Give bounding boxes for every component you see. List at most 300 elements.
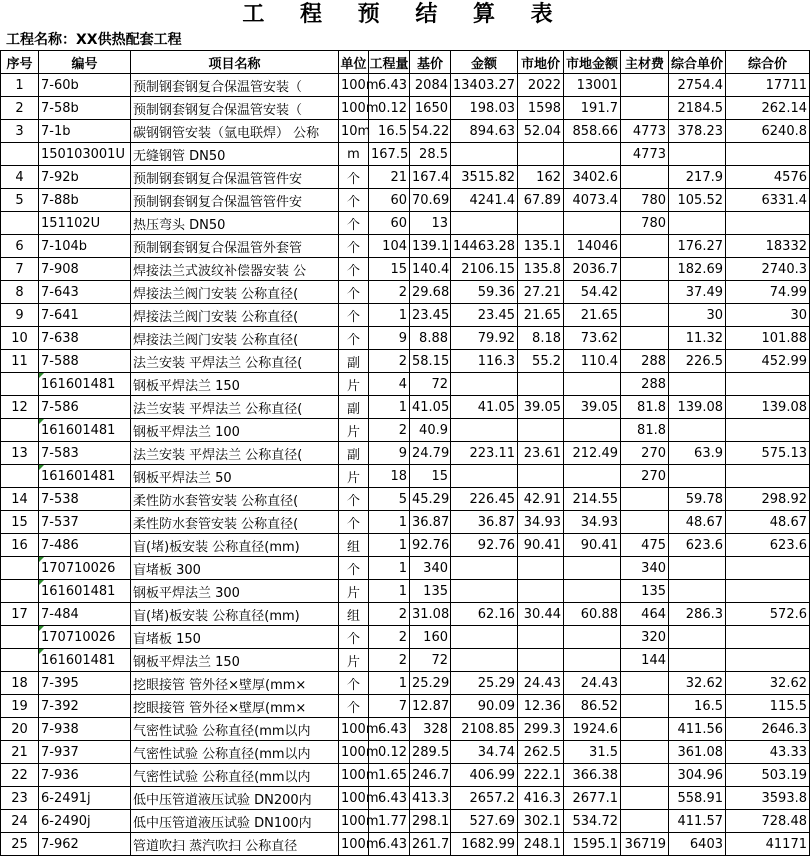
name-cell[interactable]: 法兰安装 平焊法兰 公称直径( <box>131 396 339 419</box>
quantity-cell[interactable]: 6.43 <box>369 74 410 97</box>
local-price-cell[interactable]: 23.61 <box>518 442 564 465</box>
material-cost-cell[interactable]: 135 <box>621 580 669 603</box>
base-price-cell[interactable]: 160 <box>410 626 451 649</box>
material-cost-cell[interactable]: 81.8 <box>621 396 669 419</box>
quantity-cell[interactable]: 1 <box>369 304 410 327</box>
seq-cell[interactable]: 15 <box>1 511 39 534</box>
local-amount-cell[interactable]: 191.7 <box>564 97 621 120</box>
unit-price-cell[interactable]: 105.52 <box>669 189 726 212</box>
local-amount-cell[interactable]: 73.62 <box>564 327 621 350</box>
material-cost-cell[interactable] <box>621 327 669 350</box>
quantity-cell[interactable]: 15 <box>369 258 410 281</box>
code-cell[interactable]: 7-641 <box>39 304 131 327</box>
seq-cell[interactable]: 18 <box>1 672 39 695</box>
material-cost-cell[interactable] <box>621 97 669 120</box>
total-price-cell[interactable]: 452.99 <box>726 350 810 373</box>
amount-cell[interactable]: 25.29 <box>451 672 518 695</box>
unit-cell[interactable]: 个 <box>339 557 369 580</box>
unit-price-cell[interactable] <box>669 143 726 166</box>
total-price-cell[interactable]: 298.92 <box>726 488 810 511</box>
code-cell[interactable]: 161601481 <box>39 649 131 672</box>
local-price-cell[interactable] <box>518 626 564 649</box>
code-cell[interactable]: 6-2491j <box>39 787 131 810</box>
total-price-cell[interactable]: 728.48 <box>726 810 810 833</box>
local-price-cell[interactable]: 39.05 <box>518 396 564 419</box>
seq-cell[interactable]: 10 <box>1 327 39 350</box>
quantity-cell[interactable]: 6.43 <box>369 718 410 741</box>
base-price-cell[interactable]: 45.29 <box>410 488 451 511</box>
code-cell[interactable]: 7-936 <box>39 764 131 787</box>
name-cell[interactable]: 管道吹扫 蒸汽吹扫 公称直径 <box>131 833 339 856</box>
local-price-cell[interactable] <box>518 419 564 442</box>
local-price-cell[interactable]: 2022 <box>518 74 564 97</box>
unit-cell[interactable]: 组 <box>339 534 369 557</box>
name-cell[interactable]: 焊接法兰阀门安装 公称直径( <box>131 281 339 304</box>
code-cell[interactable]: 7-1b <box>39 120 131 143</box>
name-cell[interactable]: 预制钢套钢复合保温管管件安 <box>131 189 339 212</box>
material-cost-cell[interactable] <box>621 304 669 327</box>
unit-price-cell[interactable]: 361.08 <box>669 741 726 764</box>
base-price-cell[interactable]: 135 <box>410 580 451 603</box>
name-cell[interactable]: 挖眼接管 管外径×壁厚(mm× <box>131 672 339 695</box>
total-price-cell[interactable]: 74.99 <box>726 281 810 304</box>
unit-cell[interactable]: 个 <box>339 166 369 189</box>
local-amount-cell[interactable]: 60.88 <box>564 603 621 626</box>
material-cost-cell[interactable]: 288 <box>621 350 669 373</box>
total-price-cell[interactable] <box>726 649 810 672</box>
name-cell[interactable]: 柔性防水套管安装 公称直径( <box>131 511 339 534</box>
amount-cell[interactable] <box>451 649 518 672</box>
code-cell[interactable]: 7-538 <box>39 488 131 511</box>
base-price-cell[interactable]: 40.9 <box>410 419 451 442</box>
material-cost-cell[interactable]: 144 <box>621 649 669 672</box>
local-amount-cell[interactable] <box>564 465 621 488</box>
amount-cell[interactable]: 223.11 <box>451 442 518 465</box>
material-cost-cell[interactable] <box>621 695 669 718</box>
code-cell[interactable]: 150103001U <box>39 143 131 166</box>
unit-cell[interactable]: 片 <box>339 580 369 603</box>
quantity-cell[interactable]: 16.5 <box>369 120 410 143</box>
code-cell[interactable]: 161601481 <box>39 580 131 603</box>
local-amount-cell[interactable]: 13001 <box>564 74 621 97</box>
amount-cell[interactable]: 226.45 <box>451 488 518 511</box>
seq-cell[interactable]: 4 <box>1 166 39 189</box>
unit-cell[interactable]: 片 <box>339 465 369 488</box>
seq-cell[interactable]: 5 <box>1 189 39 212</box>
name-cell[interactable]: 盲(堵)板安装 公称直径(mm) <box>131 603 339 626</box>
unit-cell[interactable]: 个 <box>339 626 369 649</box>
quantity-cell[interactable]: 1.77 <box>369 810 410 833</box>
unit-cell[interactable]: 10m <box>339 120 369 143</box>
material-cost-cell[interactable] <box>621 235 669 258</box>
local-price-cell[interactable]: 34.93 <box>518 511 564 534</box>
local-price-cell[interactable] <box>518 465 564 488</box>
base-price-cell[interactable]: 41.05 <box>410 396 451 419</box>
seq-cell[interactable]: 20 <box>1 718 39 741</box>
unit-cell[interactable]: 个 <box>339 672 369 695</box>
quantity-cell[interactable]: 0.12 <box>369 97 410 120</box>
base-price-cell[interactable]: 28.5 <box>410 143 451 166</box>
local-price-cell[interactable]: 30.44 <box>518 603 564 626</box>
material-cost-cell[interactable]: 81.8 <box>621 419 669 442</box>
code-cell[interactable]: 7-484 <box>39 603 131 626</box>
code-cell[interactable]: 7-938 <box>39 718 131 741</box>
material-cost-cell[interactable] <box>621 764 669 787</box>
name-cell[interactable]: 预制钢套钢复合保温管外套管 <box>131 235 339 258</box>
code-cell[interactable]: 151102U <box>39 212 131 235</box>
quantity-cell[interactable]: 9 <box>369 327 410 350</box>
local-price-cell[interactable]: 21.65 <box>518 304 564 327</box>
code-cell[interactable]: 161601481 <box>39 373 131 396</box>
base-price-cell[interactable]: 139.1 <box>410 235 451 258</box>
local-amount-cell[interactable]: 34.93 <box>564 511 621 534</box>
material-cost-cell[interactable]: 270 <box>621 465 669 488</box>
amount-cell[interactable]: 1682.99 <box>451 833 518 856</box>
seq-cell[interactable] <box>1 649 39 672</box>
unit-cell[interactable]: 个 <box>339 281 369 304</box>
quantity-cell[interactable]: 1 <box>369 672 410 695</box>
unit-cell[interactable]: 100m <box>339 833 369 856</box>
quantity-cell[interactable]: 60 <box>369 212 410 235</box>
header-cell[interactable]: 单位 <box>339 51 369 74</box>
local-amount-cell[interactable]: 212.49 <box>564 442 621 465</box>
local-amount-cell[interactable]: 14046 <box>564 235 621 258</box>
name-cell[interactable]: 气密性试验 公称直径(mm以内 <box>131 741 339 764</box>
code-cell[interactable]: 7-537 <box>39 511 131 534</box>
amount-cell[interactable]: 2108.85 <box>451 718 518 741</box>
base-price-cell[interactable]: 25.29 <box>410 672 451 695</box>
unit-cell[interactable]: 个 <box>339 212 369 235</box>
total-price-cell[interactable]: 17711 <box>726 74 810 97</box>
local-amount-cell[interactable]: 4073.4 <box>564 189 621 212</box>
code-cell[interactable]: 7-583 <box>39 442 131 465</box>
total-price-cell[interactable]: 2646.3 <box>726 718 810 741</box>
amount-cell[interactable] <box>451 465 518 488</box>
local-amount-cell[interactable] <box>564 557 621 580</box>
seq-cell[interactable]: 2 <box>1 97 39 120</box>
amount-cell[interactable]: 2657.2 <box>451 787 518 810</box>
amount-cell[interactable]: 894.63 <box>451 120 518 143</box>
unit-cell[interactable]: 个 <box>339 695 369 718</box>
unit-cell[interactable]: 副 <box>339 396 369 419</box>
base-price-cell[interactable]: 2084 <box>410 74 451 97</box>
amount-cell[interactable] <box>451 580 518 603</box>
local-price-cell[interactable]: 302.1 <box>518 810 564 833</box>
quantity-cell[interactable]: 0.12 <box>369 741 410 764</box>
seq-cell[interactable]: 16 <box>1 534 39 557</box>
amount-cell[interactable] <box>451 212 518 235</box>
local-amount-cell[interactable]: 2036.7 <box>564 258 621 281</box>
name-cell[interactable]: 钢板平焊法兰 50 <box>131 465 339 488</box>
unit-price-cell[interactable] <box>669 465 726 488</box>
local-amount-cell[interactable] <box>564 649 621 672</box>
name-cell[interactable]: 钢板平焊法兰 150 <box>131 373 339 396</box>
quantity-cell[interactable]: 1 <box>369 557 410 580</box>
total-price-cell[interactable]: 503.19 <box>726 764 810 787</box>
local-amount-cell[interactable]: 214.55 <box>564 488 621 511</box>
code-cell[interactable]: 7-88b <box>39 189 131 212</box>
quantity-cell[interactable]: 167.5 <box>369 143 410 166</box>
local-amount-cell[interactable]: 110.4 <box>564 350 621 373</box>
quantity-cell[interactable]: 104 <box>369 235 410 258</box>
local-amount-cell[interactable] <box>564 419 621 442</box>
amount-cell[interactable]: 79.92 <box>451 327 518 350</box>
unit-price-cell[interactable]: 59.78 <box>669 488 726 511</box>
local-price-cell[interactable]: 416.3 <box>518 787 564 810</box>
amount-cell[interactable]: 23.45 <box>451 304 518 327</box>
quantity-cell[interactable]: 2 <box>369 649 410 672</box>
header-cell[interactable]: 市地金额 <box>564 51 621 74</box>
header-cell[interactable]: 主材费 <box>621 51 669 74</box>
total-price-cell[interactable]: 262.14 <box>726 97 810 120</box>
unit-price-cell[interactable]: 623.6 <box>669 534 726 557</box>
local-price-cell[interactable]: 1598 <box>518 97 564 120</box>
local-price-cell[interactable]: 8.18 <box>518 327 564 350</box>
local-amount-cell[interactable]: 858.66 <box>564 120 621 143</box>
material-cost-cell[interactable]: 464 <box>621 603 669 626</box>
header-cell[interactable]: 市地价 <box>518 51 564 74</box>
seq-cell[interactable]: 7 <box>1 258 39 281</box>
local-amount-cell[interactable]: 39.05 <box>564 396 621 419</box>
amount-cell[interactable] <box>451 626 518 649</box>
unit-price-cell[interactable]: 6403 <box>669 833 726 856</box>
amount-cell[interactable]: 41.05 <box>451 396 518 419</box>
quantity-cell[interactable]: 1 <box>369 534 410 557</box>
material-cost-cell[interactable]: 288 <box>621 373 669 396</box>
base-price-cell[interactable]: 58.15 <box>410 350 451 373</box>
unit-cell[interactable]: 个 <box>339 511 369 534</box>
seq-cell[interactable]: 6 <box>1 235 39 258</box>
base-price-cell[interactable]: 167.4 <box>410 166 451 189</box>
name-cell[interactable]: 焊接法兰式波纹补偿器安装 公 <box>131 258 339 281</box>
local-price-cell[interactable]: 299.3 <box>518 718 564 741</box>
quantity-cell[interactable]: 1 <box>369 511 410 534</box>
amount-cell[interactable]: 2106.15 <box>451 258 518 281</box>
unit-price-cell[interactable]: 48.67 <box>669 511 726 534</box>
amount-cell[interactable]: 406.99 <box>451 764 518 787</box>
unit-price-cell[interactable]: 304.96 <box>669 764 726 787</box>
unit-cell[interactable]: 个 <box>339 258 369 281</box>
amount-cell[interactable]: 116.3 <box>451 350 518 373</box>
quantity-cell[interactable]: 2 <box>369 603 410 626</box>
unit-cell[interactable]: 片 <box>339 373 369 396</box>
local-amount-cell[interactable]: 54.42 <box>564 281 621 304</box>
local-price-cell[interactable]: 90.41 <box>518 534 564 557</box>
material-cost-cell[interactable] <box>621 488 669 511</box>
unit-price-cell[interactable]: 176.27 <box>669 235 726 258</box>
material-cost-cell[interactable] <box>621 787 669 810</box>
name-cell[interactable]: 低中压管道液压试验 DN200内 <box>131 787 339 810</box>
total-price-cell[interactable]: 41171 <box>726 833 810 856</box>
local-amount-cell[interactable]: 86.52 <box>564 695 621 718</box>
local-price-cell[interactable]: 135.1 <box>518 235 564 258</box>
local-price-cell[interactable]: 162 <box>518 166 564 189</box>
unit-price-cell[interactable] <box>669 626 726 649</box>
local-amount-cell[interactable]: 21.65 <box>564 304 621 327</box>
seq-cell[interactable] <box>1 626 39 649</box>
name-cell[interactable]: 柔性防水套管安装 公称直径( <box>131 488 339 511</box>
amount-cell[interactable] <box>451 373 518 396</box>
name-cell[interactable]: 预制钢套钢复合保温管安装（ <box>131 97 339 120</box>
code-cell[interactable]: 7-395 <box>39 672 131 695</box>
seq-cell[interactable]: 22 <box>1 764 39 787</box>
seq-cell[interactable] <box>1 580 39 603</box>
code-cell[interactable]: 7-962 <box>39 833 131 856</box>
unit-price-cell[interactable]: 37.49 <box>669 281 726 304</box>
total-price-cell[interactable]: 572.6 <box>726 603 810 626</box>
name-cell[interactable]: 预制钢套钢复合保温管安装（ <box>131 74 339 97</box>
base-price-cell[interactable]: 298.1 <box>410 810 451 833</box>
unit-cell[interactable]: 100m <box>339 718 369 741</box>
base-price-cell[interactable]: 340 <box>410 557 451 580</box>
quantity-cell[interactable]: 4 <box>369 373 410 396</box>
base-price-cell[interactable]: 328 <box>410 718 451 741</box>
total-price-cell[interactable] <box>726 212 810 235</box>
base-price-cell[interactable]: 54.22 <box>410 120 451 143</box>
material-cost-cell[interactable]: 780 <box>621 189 669 212</box>
name-cell[interactable]: 挖眼接管 管外径×壁厚(mm× <box>131 695 339 718</box>
material-cost-cell[interactable]: 320 <box>621 626 669 649</box>
name-cell[interactable]: 盲堵板 150 <box>131 626 339 649</box>
local-amount-cell[interactable]: 90.41 <box>564 534 621 557</box>
total-price-cell[interactable]: 30 <box>726 304 810 327</box>
unit-price-cell[interactable]: 32.62 <box>669 672 726 695</box>
code-cell[interactable]: 7-58b <box>39 97 131 120</box>
local-amount-cell[interactable] <box>564 580 621 603</box>
local-price-cell[interactable] <box>518 373 564 396</box>
total-price-cell[interactable] <box>726 580 810 603</box>
seq-cell[interactable] <box>1 212 39 235</box>
material-cost-cell[interactable] <box>621 810 669 833</box>
code-cell[interactable]: 7-92b <box>39 166 131 189</box>
name-cell[interactable]: 钢板平焊法兰 300 <box>131 580 339 603</box>
unit-price-cell[interactable]: 411.56 <box>669 718 726 741</box>
material-cost-cell[interactable] <box>621 74 669 97</box>
code-cell[interactable]: 7-392 <box>39 695 131 718</box>
name-cell[interactable]: 低中压管道液压试验 DN100内 <box>131 810 339 833</box>
total-price-cell[interactable] <box>726 626 810 649</box>
base-price-cell[interactable]: 36.87 <box>410 511 451 534</box>
seq-cell[interactable]: 14 <box>1 488 39 511</box>
quantity-cell[interactable]: 6.43 <box>369 833 410 856</box>
seq-cell[interactable]: 24 <box>1 810 39 833</box>
material-cost-cell[interactable] <box>621 281 669 304</box>
local-price-cell[interactable]: 67.89 <box>518 189 564 212</box>
material-cost-cell[interactable]: 270 <box>621 442 669 465</box>
local-price-cell[interactable]: 55.2 <box>518 350 564 373</box>
base-price-cell[interactable]: 92.76 <box>410 534 451 557</box>
base-price-cell[interactable]: 31.08 <box>410 603 451 626</box>
material-cost-cell[interactable]: 780 <box>621 212 669 235</box>
total-price-cell[interactable]: 18332 <box>726 235 810 258</box>
code-cell[interactable]: 7-908 <box>39 258 131 281</box>
code-cell[interactable]: 170710026 <box>39 626 131 649</box>
unit-price-cell[interactable]: 139.08 <box>669 396 726 419</box>
material-cost-cell[interactable] <box>621 166 669 189</box>
quantity-cell[interactable]: 7 <box>369 695 410 718</box>
seq-cell[interactable]: 12 <box>1 396 39 419</box>
local-amount-cell[interactable]: 3402.6 <box>564 166 621 189</box>
header-cell[interactable]: 综合价 <box>726 51 810 74</box>
amount-cell[interactable]: 14463.28 <box>451 235 518 258</box>
local-price-cell[interactable] <box>518 649 564 672</box>
name-cell[interactable]: 盲堵板 300 <box>131 557 339 580</box>
unit-cell[interactable]: 个 <box>339 327 369 350</box>
seq-cell[interactable]: 11 <box>1 350 39 373</box>
unit-price-cell[interactable]: 286.3 <box>669 603 726 626</box>
seq-cell[interactable]: 9 <box>1 304 39 327</box>
amount-cell[interactable]: 90.09 <box>451 695 518 718</box>
material-cost-cell[interactable] <box>621 672 669 695</box>
unit-cell[interactable]: 副 <box>339 350 369 373</box>
local-price-cell[interactable]: 42.91 <box>518 488 564 511</box>
local-amount-cell[interactable] <box>564 143 621 166</box>
amount-cell[interactable]: 198.03 <box>451 97 518 120</box>
total-price-cell[interactable]: 6331.4 <box>726 189 810 212</box>
code-cell[interactable]: 7-937 <box>39 741 131 764</box>
name-cell[interactable]: 气密性试验 公称直径(mm以内 <box>131 764 339 787</box>
unit-cell[interactable]: 片 <box>339 649 369 672</box>
quantity-cell[interactable]: 18 <box>369 465 410 488</box>
seq-cell[interactable]: 1 <box>1 74 39 97</box>
amount-cell[interactable] <box>451 419 518 442</box>
code-cell[interactable]: 7-104b <box>39 235 131 258</box>
unit-price-cell[interactable]: 2184.5 <box>669 97 726 120</box>
material-cost-cell[interactable]: 4773 <box>621 143 669 166</box>
header-cell[interactable]: 编号 <box>39 51 131 74</box>
material-cost-cell[interactable] <box>621 258 669 281</box>
total-price-cell[interactable]: 4576 <box>726 166 810 189</box>
amount-cell[interactable]: 4241.4 <box>451 189 518 212</box>
material-cost-cell[interactable] <box>621 511 669 534</box>
base-price-cell[interactable]: 289.5 <box>410 741 451 764</box>
seq-cell[interactable]: 23 <box>1 787 39 810</box>
unit-price-cell[interactable] <box>669 649 726 672</box>
base-price-cell[interactable]: 140.4 <box>410 258 451 281</box>
quantity-cell[interactable]: 60 <box>369 189 410 212</box>
total-price-cell[interactable]: 139.08 <box>726 396 810 419</box>
seq-cell[interactable]: 25 <box>1 833 39 856</box>
local-amount-cell[interactable] <box>564 626 621 649</box>
header-cell[interactable]: 工程量 <box>369 51 410 74</box>
amount-cell[interactable]: 62.16 <box>451 603 518 626</box>
total-price-cell[interactable] <box>726 373 810 396</box>
unit-price-cell[interactable]: 63.9 <box>669 442 726 465</box>
base-price-cell[interactable]: 13 <box>410 212 451 235</box>
total-price-cell[interactable] <box>726 419 810 442</box>
header-cell[interactable]: 综合单价 <box>669 51 726 74</box>
local-price-cell[interactable]: 24.43 <box>518 672 564 695</box>
unit-price-cell[interactable]: 11.32 <box>669 327 726 350</box>
unit-price-cell[interactable]: 558.91 <box>669 787 726 810</box>
seq-cell[interactable] <box>1 557 39 580</box>
local-amount-cell[interactable]: 24.43 <box>564 672 621 695</box>
quantity-cell[interactable]: 5 <box>369 488 410 511</box>
local-price-cell[interactable] <box>518 557 564 580</box>
code-cell[interactable]: 161601481 <box>39 465 131 488</box>
name-cell[interactable]: 盲(堵)板安装 公称直径(mm) <box>131 534 339 557</box>
code-cell[interactable]: 7-486 <box>39 534 131 557</box>
code-cell[interactable]: 161601481 <box>39 419 131 442</box>
base-price-cell[interactable]: 1650 <box>410 97 451 120</box>
quantity-cell[interactable]: 2 <box>369 281 410 304</box>
quantity-cell[interactable]: 2 <box>369 419 410 442</box>
unit-cell[interactable]: 100m <box>339 74 369 97</box>
amount-cell[interactable]: 92.76 <box>451 534 518 557</box>
name-cell[interactable]: 法兰安装 平焊法兰 公称直径( <box>131 350 339 373</box>
unit-price-cell[interactable]: 411.57 <box>669 810 726 833</box>
local-price-cell[interactable]: 12.36 <box>518 695 564 718</box>
